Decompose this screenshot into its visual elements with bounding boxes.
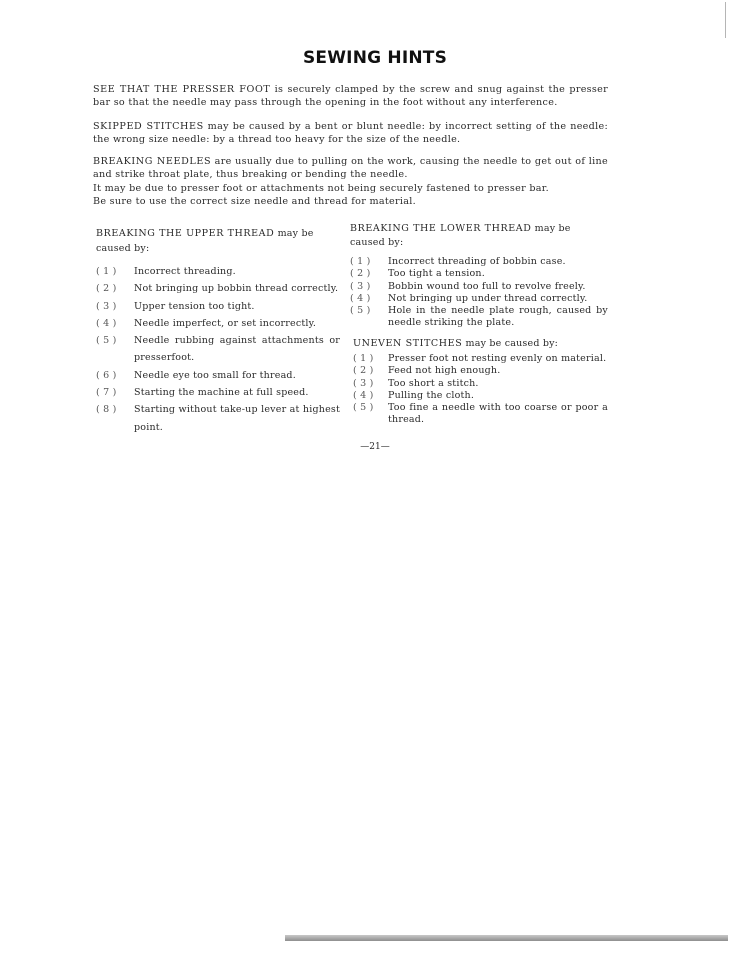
item-text: Incorrect threading. (134, 266, 236, 277)
list-item (96, 367, 340, 384)
item-text: Needle rubbing against attachments or presserfoot. (134, 335, 340, 364)
item-text: Starting without take-up lever at highest point. (134, 404, 340, 433)
list-item (350, 293, 608, 305)
scan-edge-mark (725, 2, 726, 38)
item-text: Needle eye too small for thread. (134, 369, 296, 381)
item-text: Needle imperfect, or set incorrectly. (134, 317, 317, 329)
item-number: ( 3 ) (353, 377, 374, 389)
item-text: Incorrect threading of bobbin case. (388, 256, 566, 267)
item-text: Upper tension too tight. (134, 300, 255, 312)
item-number: ( 2 ) (350, 268, 371, 280)
item-text: Hole in the needle plate rough, caused by needle striking the plate. (388, 305, 608, 329)
upper-thread-heading (96, 226, 340, 256)
item-text: Starting the machine at full speed. (134, 387, 309, 399)
item-text: Bobbin wound too full to revolve freely. (388, 280, 586, 292)
upper-thread-list (96, 263, 340, 436)
list-item (353, 402, 608, 427)
item-number: ( 6 ) (96, 369, 117, 381)
breaking-needles-lead: BREAKING NEEDLES (93, 156, 212, 167)
item-number: ( 2 ) (96, 283, 117, 295)
list-item (353, 365, 608, 377)
list-item (353, 378, 608, 390)
lower-thread-list (350, 256, 608, 330)
item-number: ( 5 ) (353, 402, 374, 414)
item-number: ( 7 ) (96, 387, 117, 399)
breaking-needles-text: are usually due to pulling on the work, causing the needle to get out of line and strike throat plate, thus breaking or bending the needle. (93, 156, 608, 180)
item-number: ( 4 ) (353, 389, 374, 401)
item-number: ( 4 ) (350, 292, 371, 304)
breaking-needles-paragraph (93, 156, 608, 181)
list-item (96, 315, 340, 332)
skipped-stitches-lead: SKIPPED STITCHES (93, 121, 204, 132)
uneven-stitches-heading-rest: may be caused by: (462, 338, 559, 349)
item-text: Too fine a needle with too coarse or poor a thread. (388, 402, 608, 426)
upper-thread-heading-lead: BREAKING THE UPPER THREAD (96, 228, 275, 239)
list-item (96, 384, 340, 401)
list-item (350, 268, 608, 280)
item-number: ( 4 ) (96, 317, 117, 329)
item-text: Presser foot not resting evenly on material. (388, 353, 607, 364)
uneven-stitches-heading (353, 336, 608, 351)
presser-foot-paragraph (93, 84, 608, 109)
page-title: SEWING HINTS (302, 48, 448, 68)
item-text: Feed not high enough. (388, 365, 501, 377)
lower-thread-heading-rest: may be caused by: (350, 223, 571, 248)
lower-thread-heading-lead: BREAKING THE LOWER THREAD (350, 223, 532, 234)
item-text: Pulling the cloth. (388, 389, 475, 401)
lower-thread-section (350, 222, 608, 330)
item-number: ( 2 ) (353, 365, 374, 377)
uneven-stitches-section (353, 336, 608, 427)
list-item (350, 305, 608, 330)
list-item (353, 353, 608, 365)
item-number: ( 3 ) (96, 300, 117, 312)
correct-size-note: Be sure to use the correct size needle and thread for material. (93, 196, 416, 207)
item-text: Too short a stitch. (388, 377, 479, 389)
item-text: Not bringing up bobbin thread correctly. (134, 283, 339, 295)
list-item (96, 401, 340, 436)
skipped-stitches-text: may be caused by a bent or blunt needle: by incorrect setting of the needle: the wrong size needle: by a thread too heavy for the size of the needle. (93, 121, 608, 145)
item-number: ( 8 ) (96, 404, 117, 416)
list-item (96, 298, 340, 315)
list-item (353, 390, 608, 402)
item-number: ( 1 ) (350, 256, 371, 267)
uneven-stitches-list (353, 353, 608, 427)
upper-thread-heading-rest: may be caused by: (96, 228, 314, 254)
lower-thread-heading (350, 222, 608, 250)
item-text: Not bringing up under thread correctly. (388, 292, 588, 304)
upper-thread-section (96, 226, 340, 436)
item-text: Too tight a tension. (388, 268, 485, 280)
scan-shadow-band (285, 935, 728, 941)
page-number: —21— (360, 442, 390, 452)
item-number: ( 3 ) (350, 280, 371, 292)
presser-foot-text: is securely clamped by the screw and snug against the presser bar so that the needle may pass through the opening in the foot without any interference. (93, 84, 608, 108)
list-item (96, 263, 340, 280)
item-number: ( 1 ) (96, 266, 117, 277)
list-item (350, 281, 608, 293)
item-number: ( 5 ) (350, 305, 371, 317)
uneven-stitches-heading-lead: UNEVEN STITCHES (353, 338, 463, 349)
skipped-stitches-paragraph (93, 121, 608, 146)
item-number: ( 5 ) (96, 335, 117, 347)
presser-foot-lead: SEE THAT THE PRESSER FOOT (93, 84, 271, 95)
list-item (350, 256, 608, 268)
list-item (96, 332, 340, 367)
list-item (96, 280, 340, 297)
item-number: ( 1 ) (353, 353, 374, 364)
attachments-note: It may be due to presser foot or attachments not being securely fastened to presser bar. (93, 183, 549, 194)
